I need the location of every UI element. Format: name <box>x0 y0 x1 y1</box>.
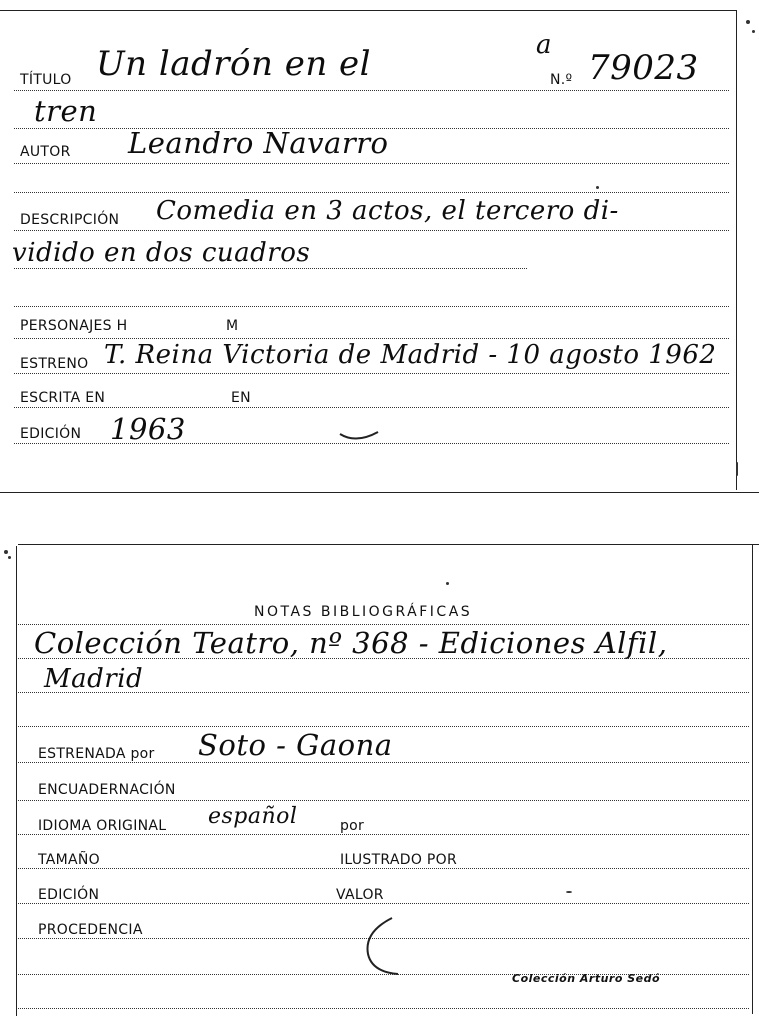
rule <box>14 90 729 91</box>
rule <box>18 834 749 835</box>
rule <box>14 373 729 374</box>
card-top-edge <box>18 544 759 545</box>
speck <box>746 20 750 24</box>
titulo-value-line2: tren <box>34 94 98 128</box>
speck <box>736 462 738 476</box>
card-left-edge <box>16 546 17 1016</box>
speck <box>4 550 8 554</box>
rule <box>14 230 729 231</box>
titulo-value-line1: Un ladrón en el <box>96 44 372 84</box>
rule <box>18 1008 749 1009</box>
speck <box>446 582 449 585</box>
rule <box>18 800 749 801</box>
descripcion-value-line1: Comedia en 3 actos, el tercero di- <box>156 196 619 226</box>
rule <box>18 903 749 904</box>
pencil-bracket <box>358 912 408 982</box>
estreno-value: T. Reina Victoria de Madrid - 10 agosto 1962 <box>104 340 717 370</box>
idioma-por-label: por <box>340 818 365 834</box>
speck <box>8 556 11 559</box>
rule <box>18 624 749 625</box>
autor-label: AUTOR <box>20 144 71 160</box>
notas-heading: NOTAS BIBLIOGRÁFICAS <box>254 604 473 620</box>
catalog-card-front <box>0 0 759 495</box>
personajes-m-label: M <box>226 318 239 334</box>
card-bottom-edge <box>0 492 759 493</box>
rule <box>18 726 749 727</box>
speck <box>596 186 599 189</box>
valor-label: VALOR <box>336 887 384 903</box>
notes-line1: Colección Teatro, nº 368 - Ediciones Alfil, <box>34 626 668 660</box>
titulo-label: TÍTULO <box>20 72 72 88</box>
idioma-label: IDIOMA ORIGINAL <box>38 818 167 834</box>
ilustrado-label: ILUSTRADO POR <box>340 852 457 868</box>
rule <box>14 163 729 164</box>
rule <box>14 306 729 307</box>
rule <box>14 407 729 408</box>
notes-line2: Madrid <box>44 664 144 694</box>
speck <box>566 891 572 893</box>
escrita-en-label: EN <box>231 390 251 406</box>
numero-value: 79023 <box>588 48 699 88</box>
descripcion-label: DESCRIPCIÓN <box>20 212 120 228</box>
pencil-mark <box>336 426 386 446</box>
tamano-label: TAMAÑO <box>38 852 100 868</box>
descripcion-value-line2: vidido en dos cuadros <box>12 238 311 268</box>
autor-value: Leandro Navarro <box>128 126 389 160</box>
rule <box>14 192 729 193</box>
catalog-card-back <box>0 540 759 1028</box>
card-right-edge <box>752 544 753 1014</box>
edicion-value: 1963 <box>110 412 186 446</box>
collection-credit: Colección Arturo Sedó <box>512 972 661 985</box>
estrenada-label: ESTRENADA por <box>38 746 155 762</box>
procedencia-label: PROCEDENCIA <box>38 922 143 938</box>
numero-prefix: a <box>536 30 553 60</box>
edicion-label: EDICIÓN <box>20 426 82 442</box>
rule <box>18 868 749 869</box>
numero-label: N.º <box>550 72 573 88</box>
rule <box>18 762 749 763</box>
encuadernacion-label: ENCUADERNACIÓN <box>38 782 176 798</box>
edicion-label: EDICIÓN <box>38 887 100 903</box>
estreno-label: ESTRENO <box>20 356 89 372</box>
card-right-edge <box>736 10 737 490</box>
rule <box>14 338 729 339</box>
estrenada-value: Soto - Gaona <box>198 728 393 762</box>
rule <box>14 268 527 269</box>
speck <box>752 30 755 33</box>
escrita-label: ESCRITA EN <box>20 390 106 406</box>
idioma-value: español <box>208 804 298 829</box>
card-top-edge <box>0 10 737 11</box>
personajes-label: PERSONAJES H <box>20 318 128 334</box>
